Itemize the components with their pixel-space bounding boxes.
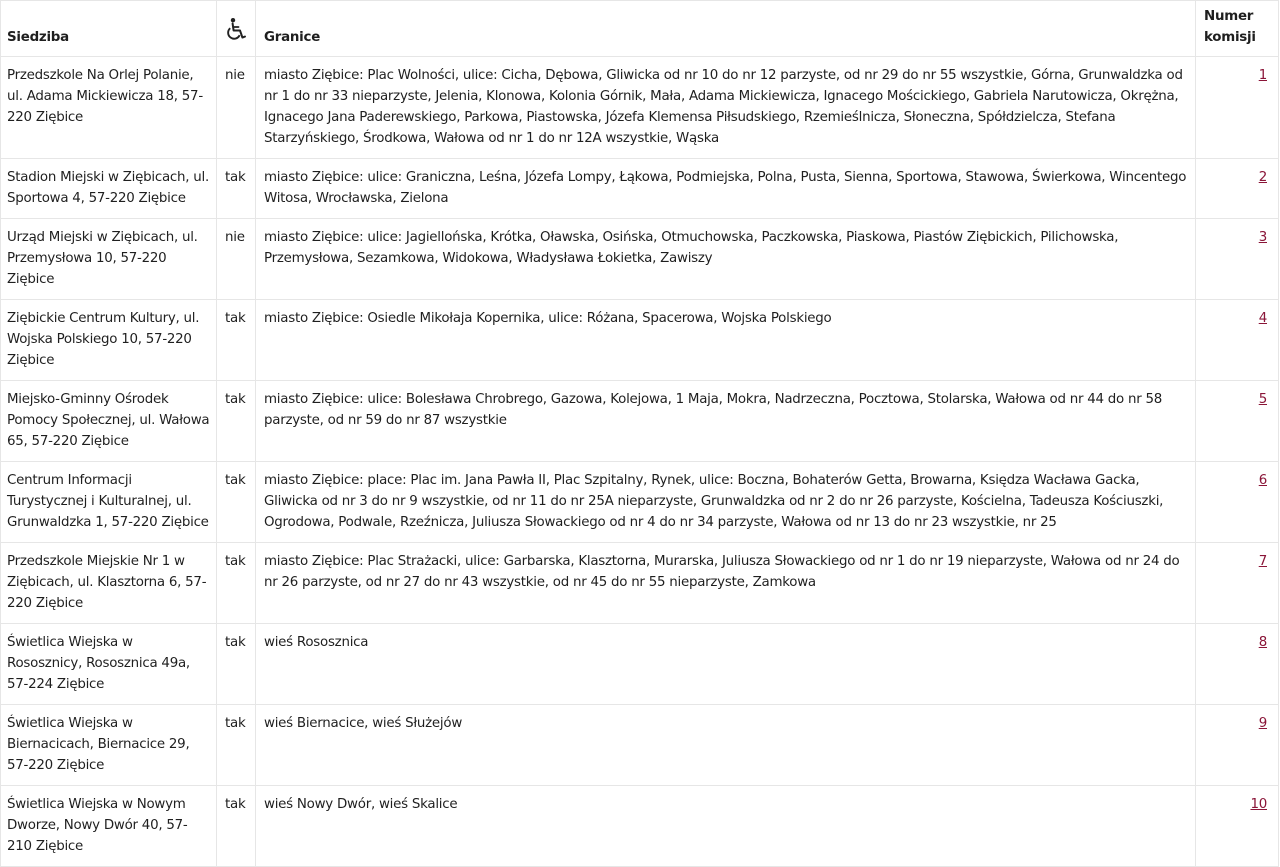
- table-row: [1, 705, 1279, 786]
- boundaries-cell: miasto Ziębice: Plac Strażacki, ulice: Garbarska, Klasztorna, Murarska, Juliusza Słowackiego od nr 1 do nr 19 nieparzyste, Wałowa od nr 24 do nr 26 parzyste, od nr 27 do nr 43 wszystkie, od nr 45 do nr 55 nieparzyste, Zamkowa: [256, 543, 1196, 624]
- commission-number-link[interactable]: 1: [1258, 68, 1267, 83]
- wheelchair-icon: [225, 17, 247, 41]
- commission-number-link[interactable]: 10: [1250, 797, 1267, 812]
- header-accessibility: [217, 1, 256, 57]
- commission-number-link[interactable]: 5: [1258, 392, 1267, 407]
- seat-cell: Ziębickie Centrum Kultury, ul. Wojska Polskiego 10, 57-220 Ziębice: [1, 300, 217, 381]
- seat-cell: Świetlica Wiejska w Nowym Dworze, Nowy Dwór 40, 57-210 Ziębice: [1, 786, 217, 867]
- boundaries-cell: miasto Ziębice: ulice: Bolesława Chrobrego, Gazowa, Kolejowa, 1 Maja, Mokra, Nadrzeczna, Pocztowa, Stolarska, Wałowa od nr 44 do nr 58 parzyste, od nr 59 do nr 87 wszystkie: [256, 381, 1196, 462]
- accessibility-cell: tak: [217, 300, 256, 381]
- number-cell: [1196, 159, 1279, 219]
- accessibility-cell: tak: [217, 543, 256, 624]
- accessibility-cell: tak: [217, 624, 256, 705]
- header-boundaries: Granice: [256, 1, 1196, 57]
- table-row: [1, 624, 1279, 705]
- commission-number-link[interactable]: 3: [1258, 230, 1267, 245]
- boundaries-cell: miasto Ziębice: ulice: Jagiellońska, Krótka, Oławska, Osińska, Otmuchowska, Paczkowska, Piaskowa, Piastów Ziębickich, Pilichowska, Przemysłowa, Sezamkowa, Widokowa, Władysława Łokietka, Zawiszy: [256, 219, 1196, 300]
- table-row: [1, 462, 1279, 543]
- boundaries-cell: miasto Ziębice: Plac Wolności, ulice: Cicha, Dębowa, Gliwicka od nr 10 do nr 12 parzyste, od nr 29 do nr 55 wszystkie, Górna, Grunwaldzka od nr 1 do nr 33 nieparzyste, Jelenia, Klonowa, Kolonia Górnik, Mała, Adama Mickiewicza, Ignacego Mościckiego, Gabriela Narutowicza, Okrężna, Ignacego Jana Paderewskiego, Parkowa, Piastowska, Józefa Klemensa Piłsudskiego, Rzemieślnicza, Słoneczna, Spółdzielcza, Stefana Starzyńskiego, Środkowa, Wałowa od nr 1 do nr 12A wszystkie, Wąska: [256, 57, 1196, 159]
- boundaries-cell: miasto Ziębice: place: Plac im. Jana Pawła II, Plac Szpitalny, Rynek, ulice: Boczna, Bohaterów Getta, Browarna, Księdza Wacława Gacka, Gliwicka od nr 3 do nr 9 wszystkie, od nr 11 do nr 25A nieparzyste, Grunwaldzka od nr 2 do nr 26 parzyste, Kościelna, Tadeusza Kościuszki, Ogrodowa, Podwale, Rzeźnicza, Juliusza Słowackiego od nr 4 do nr 34 parzyste, Wałowa od nr 13 do nr 23 wszystkie, nr 25: [256, 462, 1196, 543]
- boundaries-cell: wieś Rososznica: [256, 624, 1196, 705]
- number-cell: [1196, 219, 1279, 300]
- table-row: [1, 219, 1279, 300]
- seat-cell: Świetlica Wiejska w Rososznicy, Rososznica 49a, 57-224 Ziębice: [1, 624, 217, 705]
- accessibility-cell: nie: [217, 57, 256, 159]
- number-cell: [1196, 705, 1279, 786]
- seat-cell: Urząd Miejski w Ziębicach, ul. Przemysłowa 10, 57-220 Ziębice: [1, 219, 217, 300]
- table-row: [1, 57, 1279, 159]
- commission-number-link[interactable]: 8: [1258, 635, 1267, 650]
- table-row: [1, 300, 1279, 381]
- accessibility-cell: tak: [217, 462, 256, 543]
- seat-cell: Przedszkole Na Orlej Polanie, ul. Adama Mickiewicza 18, 57-220 Ziębice: [1, 57, 217, 159]
- table-row: [1, 381, 1279, 462]
- boundaries-cell: miasto Ziębice: ulice: Graniczna, Leśna, Józefa Lompy, Łąkowa, Podmiejska, Polna, Pusta, Sienna, Sportowa, Stawowa, Świerkowa, Wincentego Witosa, Wrocławska, Zielona: [256, 159, 1196, 219]
- seat-cell: Centrum Informacji Turystycznej i Kulturalnej, ul. Grunwaldzka 1, 57-220 Ziębice: [1, 462, 217, 543]
- table-row: [1, 159, 1279, 219]
- seat-cell: Świetlica Wiejska w Biernacicach, Biernacice 29, 57-220 Ziębice: [1, 705, 217, 786]
- number-cell: [1196, 300, 1279, 381]
- seat-cell: Przedszkole Miejskie Nr 1 w Ziębicach, ul. Klasztorna 6, 57-220 Ziębice: [1, 543, 217, 624]
- header-number: Numer komisji: [1196, 1, 1279, 57]
- boundaries-cell: miasto Ziębice: Osiedle Mikołaja Kopernika, ulice: Różana, Spacerowa, Wojska Polskiego: [256, 300, 1196, 381]
- accessibility-cell: tak: [217, 786, 256, 867]
- commission-number-link[interactable]: 9: [1258, 716, 1267, 731]
- commission-number-link[interactable]: 6: [1258, 473, 1267, 488]
- number-cell: [1196, 381, 1279, 462]
- number-cell: [1196, 786, 1279, 867]
- table-row: [1, 543, 1279, 624]
- table-header-row: [1, 1, 1279, 57]
- table-row: [1, 786, 1279, 867]
- boundaries-cell: wieś Nowy Dwór, wieś Skalice: [256, 786, 1196, 867]
- header-seat: Siedziba: [1, 1, 217, 57]
- accessibility-cell: tak: [217, 381, 256, 462]
- number-cell: [1196, 462, 1279, 543]
- accessibility-cell: nie: [217, 219, 256, 300]
- seat-cell: Stadion Miejski w Ziębicach, ul. Sportowa 4, 57-220 Ziębice: [1, 159, 217, 219]
- number-cell: [1196, 624, 1279, 705]
- commission-number-link[interactable]: 4: [1258, 311, 1267, 326]
- number-cell: [1196, 57, 1279, 159]
- seat-cell: Miejsko-Gminny Ośrodek Pomocy Społecznej, ul. Wałowa 65, 57-220 Ziębice: [1, 381, 217, 462]
- accessibility-cell: tak: [217, 159, 256, 219]
- commission-number-link[interactable]: 2: [1258, 170, 1267, 185]
- commission-number-link[interactable]: 7: [1258, 554, 1267, 569]
- number-cell: [1196, 543, 1279, 624]
- accessibility-cell: tak: [217, 705, 256, 786]
- boundaries-cell: wieś Biernacice, wieś Służejów: [256, 705, 1196, 786]
